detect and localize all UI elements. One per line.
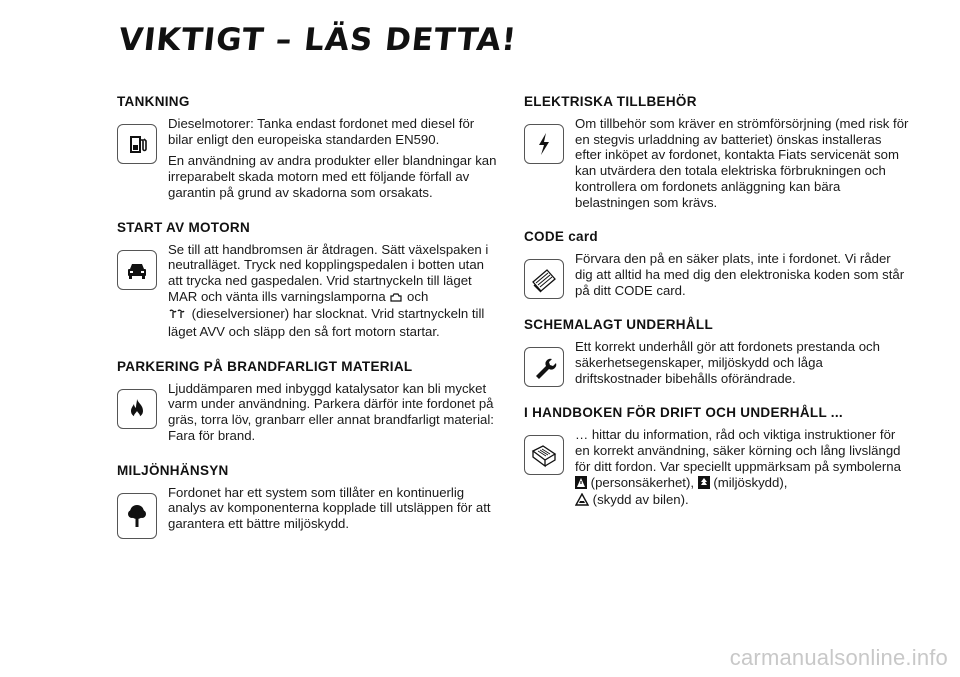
heading-tankning: TANKNING bbox=[117, 94, 190, 109]
start-text-part-2: och bbox=[407, 288, 429, 304]
right-column bbox=[524, 93, 909, 528]
section-schema bbox=[524, 339, 909, 392]
heading-miljo: MILJÖNHÄNSYN bbox=[117, 462, 229, 478]
fire-icon bbox=[117, 389, 157, 429]
section-parkering bbox=[117, 381, 502, 450]
handbok-paragraph bbox=[575, 427, 909, 510]
heading-code: CODE card bbox=[524, 229, 598, 245]
fuel-pump-icon bbox=[117, 124, 157, 164]
card-icon bbox=[524, 259, 564, 299]
section-code bbox=[524, 251, 909, 304]
handbok-text-part-3: (miljöskydd), bbox=[713, 474, 788, 490]
tankning-paragraph-2: En användning av andra produkter eller blandningar kan irreparabelt skada motorn med ett följande förfall av garantin på grund av skadorna som orsakats. bbox=[168, 153, 497, 200]
heading-start: START AV MOTORN bbox=[117, 219, 250, 235]
engine-warning-icon bbox=[389, 291, 403, 307]
section-handbok bbox=[524, 427, 909, 516]
person-safety-icon bbox=[575, 476, 587, 493]
section-start bbox=[117, 242, 502, 346]
elektriska-paragraph: Om tillbehör som kräver en strömförsörjning (med risk för en stegvis urladdning av batteriet) önskas installeras efter inköpet av fordonet, kontakta Fiats servicenät som kan utvärdera den totala elektriska förbrukningen och kontrollera om fordonets anläggning kan bära belastningen som krävs. bbox=[575, 116, 909, 210]
left-column bbox=[117, 93, 502, 551]
glow-plug-icon bbox=[168, 308, 188, 324]
heading-handbok: I HANDBOKEN FÖR DRIFT OCH UNDERHÅLL ... bbox=[524, 405, 843, 421]
tankning-paragraph-1: Dieselmotorer: Tanka endast fordonet med diesel för bilar enligt den europeiska standarden EN590. bbox=[168, 116, 475, 147]
section-elektriska bbox=[524, 116, 909, 216]
car-protection-icon bbox=[575, 493, 589, 510]
start-text-part-3: (dieselversioner) har slocknat. Vrid startnyckeln till läget AVV och släpp den så fort motorn startar. bbox=[168, 306, 485, 340]
tree-icon bbox=[117, 493, 157, 539]
heading-parkering: PARKERING PÅ BRANDFARLIGT MATERIAL bbox=[117, 358, 413, 374]
section-miljo bbox=[117, 485, 502, 539]
watermark: carmanualsonline.info bbox=[729, 645, 948, 670]
environment-icon bbox=[698, 476, 710, 493]
book-icon bbox=[524, 435, 564, 475]
handbok-text-part-2: (personsäkerhet), bbox=[590, 474, 695, 490]
parkering-paragraph: Ljuddämparen med inbyggd katalysator kan bli mycket varm under användning. Parkera därför inte fordonet på gräs, torra löv, granbarr eller annat brandfarligt material: Fara för brand. bbox=[168, 380, 494, 443]
start-paragraph bbox=[168, 242, 502, 340]
car-front-icon bbox=[117, 250, 157, 290]
handbok-text-part-1: … hittar du information, råd och viktiga instruktioner för en korrekt användning, säker körning och lång livslängd för ditt fordon. Var speciellt uppmärksam på symbolerna bbox=[575, 427, 901, 474]
code-paragraph: Förvara den på en säker plats, inte i fordonet. Vi råder dig att alltid ha med dig den elektroniska koden som står på ditt CODE card. bbox=[575, 251, 905, 298]
start-text-part-1: Se till att handbromsen är åtdragen. Sätt växelspaken i neutralläget. Tryck ned kopplingspedalen i botten utan att trycka ned gaspedalen. Vrid startnyckeln till läget MAR och vänta ills varningslamporna bbox=[168, 241, 489, 304]
wrench-icon bbox=[524, 347, 564, 387]
handbok-text-part-4: (skydd av bilen). bbox=[592, 492, 689, 508]
lightning-icon bbox=[524, 124, 564, 164]
heading-schema: SCHEMALAGT UNDERHÅLL bbox=[524, 317, 713, 333]
page-title: VIKTIGT – LÄS DETTA! bbox=[117, 22, 519, 58]
schema-paragraph: Ett korrekt underhåll gör att fordonets prestanda och säkerhetsegenskaper, miljöskydd och låga driftskostnader bibehålls oförändrade. bbox=[575, 339, 880, 386]
heading-elektriska: ELEKTRISKA TILLBEHÖR bbox=[524, 94, 697, 109]
section-tankning bbox=[117, 116, 502, 207]
miljo-paragraph: Fordonet har ett system som tillåter en kontinuerlig analys av komponenterna kopplade till utsläppen för att garantera ett bättre miljöskydd. bbox=[168, 484, 491, 531]
